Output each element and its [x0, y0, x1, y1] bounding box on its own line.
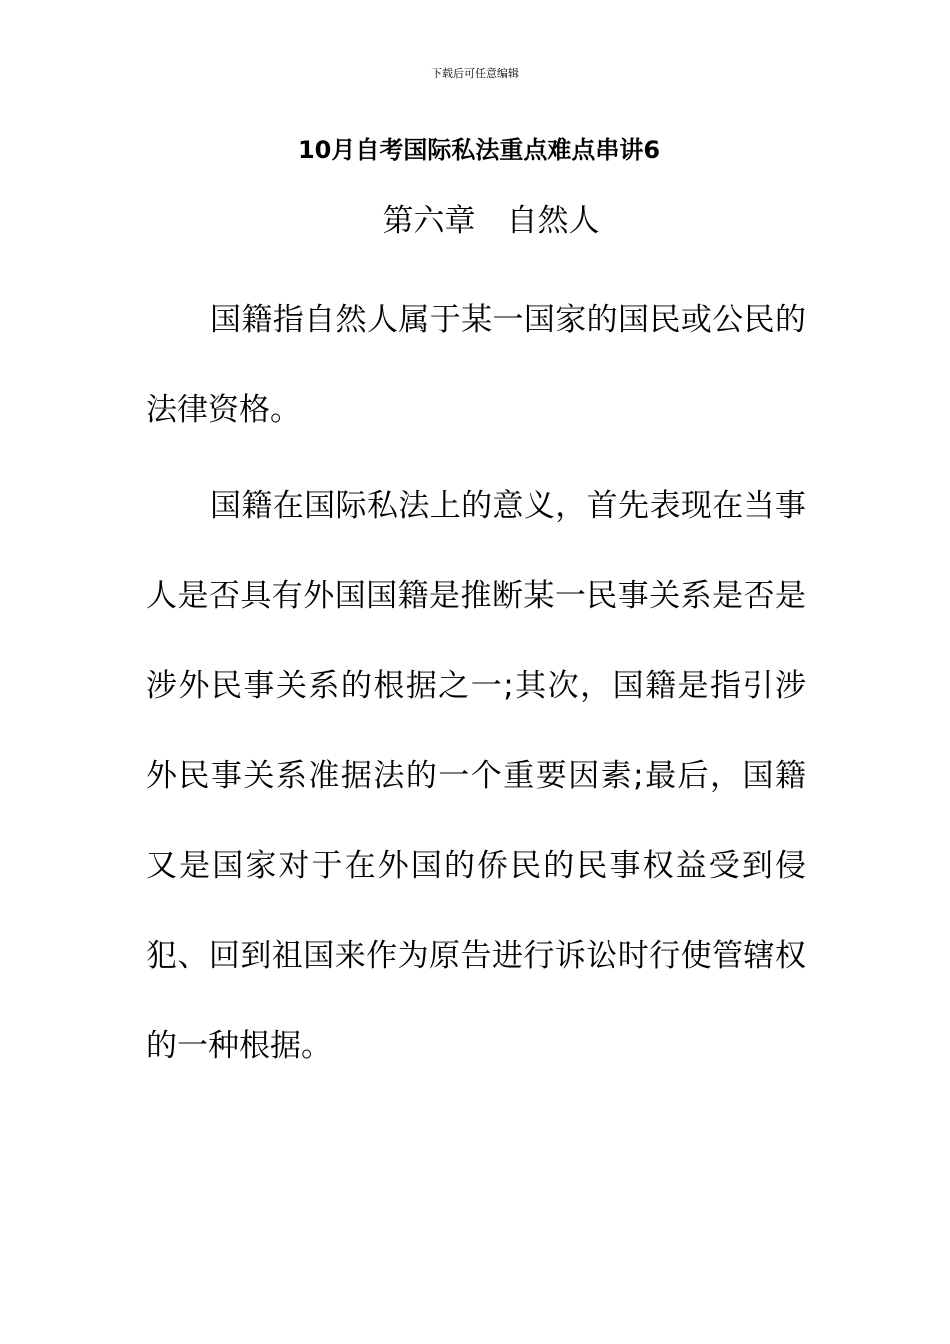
paragraph-nationality-definition: 国籍指自然人属于某一国家的国民或公民的法律资格。 — [146, 302, 806, 428]
header-note: 下载后可任意编辑 — [431, 67, 519, 80]
paragraph-nationality-significance: 国籍在国际私法上的意义，首先表现在当事人是否具有外国国籍是推断某一民事关系是否是涉外民事关系的根据之一;其次，国籍是指引涉外民事关系准据法的一个重要因素;最后，国籍又是国家对于在外国的侨民的民事权益受到侵犯、回到祖国来作为原告进行诉讼时行使管辖权的一种根据。 — [146, 488, 806, 1064]
document-title: 10月自考国际私法重点难点串讲6 — [297, 136, 661, 164]
chapter-title: 第六章 自然人 — [382, 203, 600, 239]
